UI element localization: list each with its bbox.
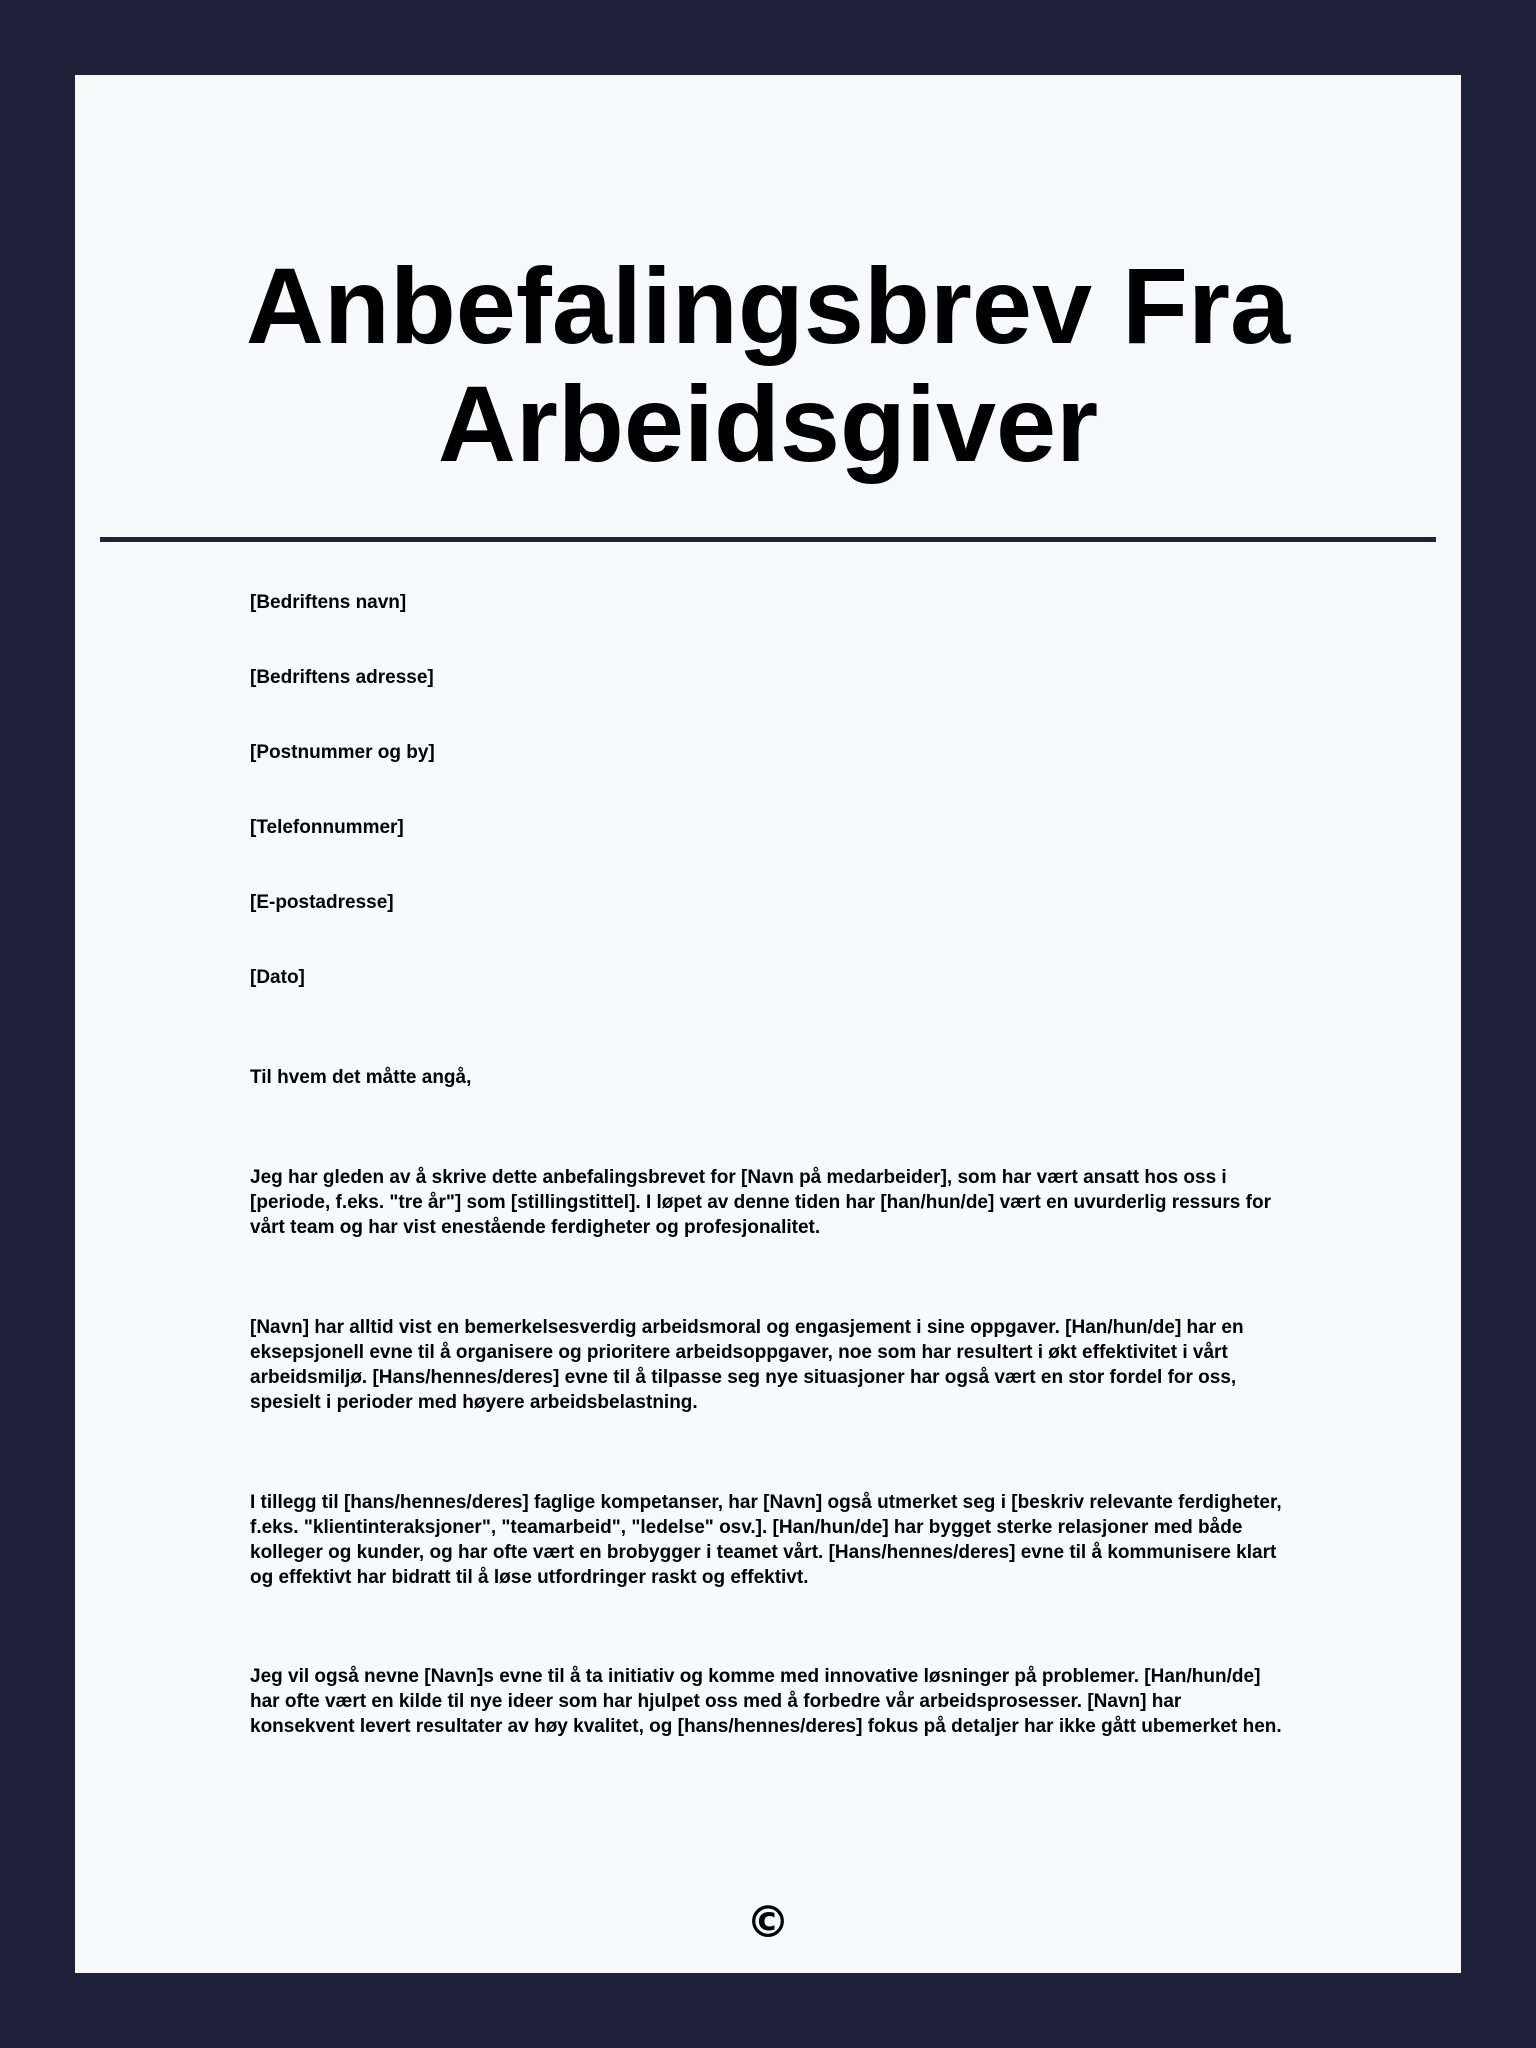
salutation: Til hvem det måtte angå, [250,1067,472,1088]
email-address-field: [E-postadresse] [250,892,394,913]
page-title-line-1: Anbefalingsbrev Fra [245,245,1291,366]
letter-page [75,75,1461,1973]
company-address-field: [Bedriftens adresse] [250,667,434,688]
letter-paragraph-4: Jeg vil også nevne [Navn]s evne til å ta initiativ og komme med innovative løsninger på problemer. [Han/hun/de] har ofte vært en kilde til nye ideer som har hjulpet oss med å forbedre vår arbeidsprosesser. [Navn] har konsekvent levert resultater av høy kvalitet, og [hans/hennes/deres] fokus på detaljer har ikke gått ubemerket hen. [250,1666,1282,1737]
date-field: [Dato] [250,967,305,988]
company-name-field: [Bedriftens navn] [250,592,407,613]
title-divider [100,537,1436,542]
copyright-icon: © [746,1897,790,1948]
postal-code-city-field: [Postnummer og by] [250,742,435,763]
page-title [75,247,1461,483]
letter-paragraph-2: [Navn] har alltid vist en bemerkelsesverdig arbeidsmoral og engasjement i sine oppgaver. [Han/hun/de] har en eksepsjonell evne til å organisere og prioritere arbeidsoppgaver, noe som har resultert i økt effektivitet i vårt arbeidsmiljø. [Hans/hennes/deres] evne til å tilpasse seg nye situasjoner har også vært en stor fordel for oss, spesielt i perioder med høyere arbeidsbelastning. [250,1317,1244,1413]
phone-number-field: [Telefonnummer] [250,817,404,838]
page-title-line-2: Arbeidsgiver [437,363,1099,484]
letter-paragraph-1: Jeg har gleden av å skrive dette anbefalingsbrevet for [Navn på medarbeider], som har vært ansatt hos oss i [periode, f.eks. "tre år"] som [stillingstittel]. I løpet av denne tiden har [han/hun/de] vært en uvurderlig ressurs for vårt team og har vist enestående ferdigheter og profesjonalitet. [250,1167,1271,1238]
letter-paragraph-3: I tillegg til [hans/hennes/deres] faglige kompetanser, har [Navn] også utmerket seg i [beskriv relevante ferdigheter, f.eks. "klientinteraksjoner", "teamarbeid", "ledelse" osv.]. [Han/hun/de] har bygget sterke relasjoner med både kolleger og kunder, og har ofte vært en brobygger i teamet vårt. [Hans/hennes/deres] evne til å kommunisere klart og effektivt har bidratt til å løse utfordringer raskt og effektivt. [250,1492,1282,1588]
